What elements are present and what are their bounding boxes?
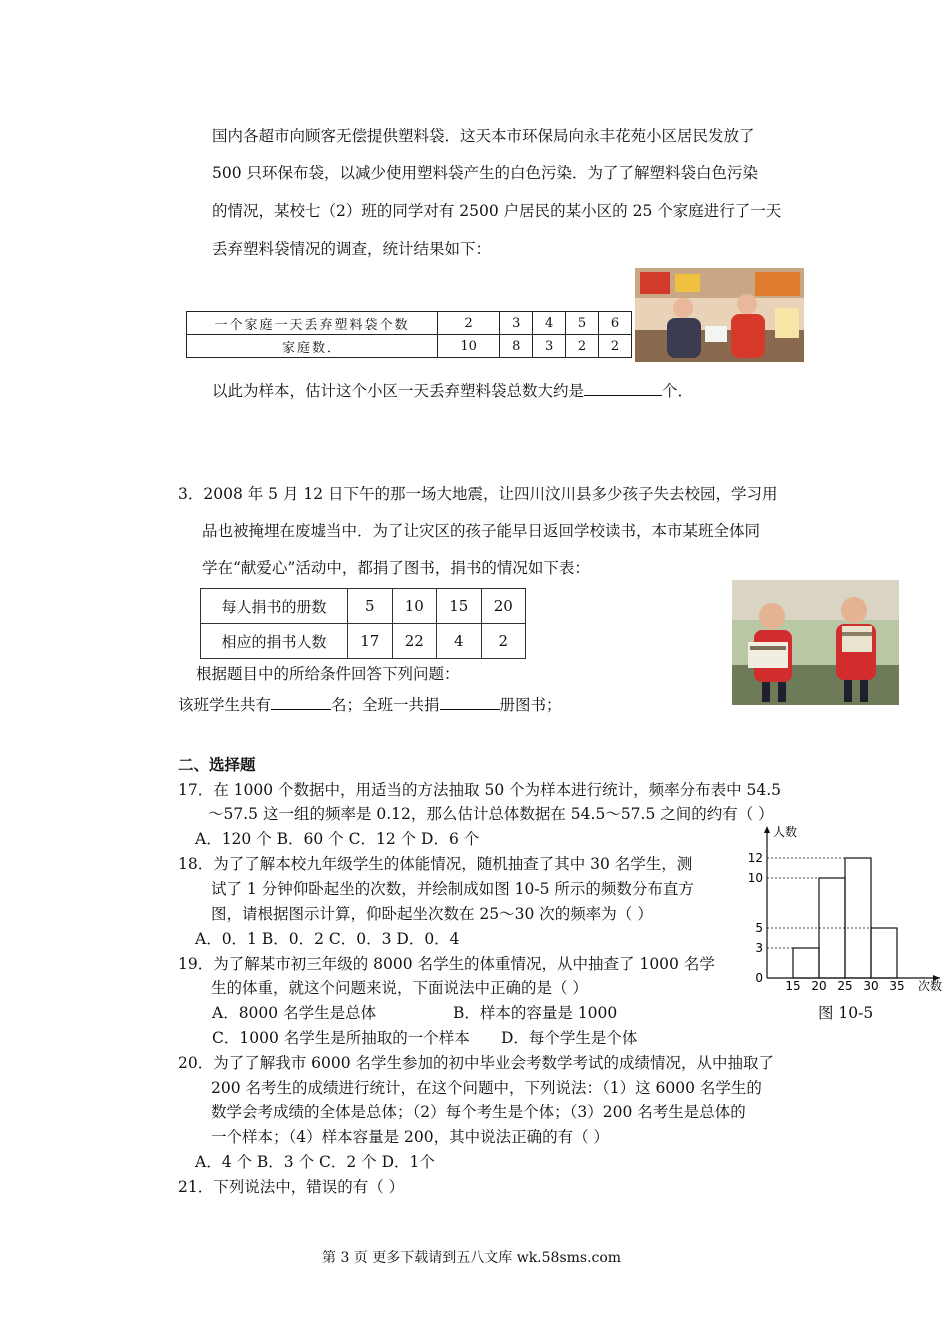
q3-line-2: 品也被掩埋在废墟当中．为了让灾区的孩子能早日返回学校读书，本市某班全体同 — [202, 522, 761, 540]
q2-question — [212, 381, 693, 401]
y-tick-label: 0 — [755, 971, 763, 985]
table-row — [187, 312, 632, 335]
page-footer: 第 3 页 更多下载请到五八文库 wk.58sms.com — [322, 1250, 622, 1266]
q18-options: A．0．1 B．0．2 C．0．3 D．0．4 — [195, 930, 460, 948]
q20-line-3: 数学会考成绩的全体是总体；（2）每个考生是个体；（3）200 名考生是总体的 — [211, 1103, 746, 1121]
book-donation-table — [200, 588, 526, 659]
y-tick-label: 12 — [747, 851, 763, 865]
table-row-label: 每人捐书的册数 — [201, 589, 348, 624]
y-axis-label: 人数 — [773, 825, 798, 839]
q2-question-unit: 个． — [662, 382, 694, 400]
students-photo — [732, 580, 899, 705]
q3-answer-line — [178, 695, 562, 715]
y-tick-label: 3 — [755, 941, 763, 955]
q2-line-3: 的情况，某校七（2）班的同学对有 2500 户居民的某小区的 25 个家庭进行了一天 — [212, 202, 782, 220]
q3-prompt: 根据题目中的所给条件回答下列问题： — [196, 665, 460, 683]
q19-option-d: D．每个学生是个体 — [501, 1029, 638, 1047]
table-cell: 5 — [348, 589, 393, 624]
figure-caption: 图 10-5 — [818, 1004, 874, 1022]
q18-line-2: 试了 1 分钟仰卧起坐的次数，并绘制成如图 10-5 所示的频数分布直方 — [211, 880, 694, 898]
histogram-chart — [742, 822, 947, 1002]
table-row-label: 家庭数． — [187, 335, 438, 358]
section-title: 二、选择题 — [178, 755, 256, 774]
x-tick-label: 30 — [863, 979, 879, 993]
table-cell: 6 — [599, 312, 632, 335]
x-tick-label: 25 — [837, 979, 853, 993]
table-cell: 2 — [566, 335, 599, 358]
table-row — [187, 335, 632, 358]
q3-line-3: 学在“献爱心”活动中，都捐了图书，捐书的情况如下表： — [202, 559, 590, 577]
q19-option-c: C．1000 名学生是所抽取的一个样本 — [212, 1029, 470, 1047]
q19-option-b: B．样本的容量是 1000 — [453, 1004, 618, 1022]
answer-blank[interactable] — [584, 381, 662, 396]
q2-question-text: 以此为样本，估计这个小区一天丢弃塑料袋总数大约是 — [212, 382, 585, 400]
q20-line-1: 20．为了了解我市 6000 名学生参加的初中毕业会考数学考试的成绩情况，从中抽取了 — [178, 1054, 775, 1072]
x-axis-label: 次数 — [918, 979, 943, 993]
q18-line-1: 18．为了了解本校九年级学生的体能情况，随机抽查了其中 30 名学生，测 — [178, 855, 693, 873]
plastic-bag-table — [186, 311, 632, 358]
q17-options: A．120 个 B．60 个 C．12 个 D．6 个 — [195, 830, 480, 848]
q3-answer-text-a: 该班学生共有 — [178, 696, 272, 714]
table-cell: 22 — [392, 624, 437, 659]
q21-line: 21．下列说法中，错误的有（ ） — [178, 1178, 405, 1196]
q20-line-4: 一个样本；（4）样本容量是 200，其中说法正确的有（ ） — [211, 1128, 610, 1146]
q19-option-a: A．8000 名学生是总体 — [212, 1004, 377, 1022]
q2-line-1: 国内各超市向顾客无偿提供塑料袋．这天本市环保局向永丰花苑小区居民发放了 — [212, 127, 755, 145]
answer-blank[interactable] — [271, 695, 331, 710]
histogram-bar — [845, 858, 871, 978]
table-cell: 10 — [392, 589, 437, 624]
table-cell: 10 — [438, 335, 500, 358]
q3-line-1: 3．2008 年 5 月 12 日下午的那一场大地震，让四川汶川县多少孩子失去校园，学习用 — [178, 485, 778, 503]
q19-line-1: 19．为了解某市初三年级的 8000 名学生的体重情况，从中抽查了 1000 名学 — [178, 955, 715, 973]
table-cell: 5 — [566, 312, 599, 335]
table-row — [201, 589, 526, 624]
q2-line-4: 丢弃塑料袋情况的调查，统计结果如下： — [212, 240, 492, 258]
table-cell: 3 — [500, 312, 533, 335]
y-tick-label: 5 — [755, 921, 763, 935]
x-tick-label: 15 — [785, 979, 801, 993]
histogram-figure — [742, 822, 947, 1002]
q17-line-2: ～57.5 这一组的频率是 0.12，那么估计总体数据在 54.5～57.5 之间的约有（ ） — [208, 805, 774, 823]
supermarket-photo — [635, 268, 804, 362]
q18-line-3: 图，请根据图示计算，仰卧起坐次数在 25～30 次的频率为（ ） — [211, 905, 653, 923]
table-cell: 3 — [533, 335, 566, 358]
answer-blank[interactable] — [440, 695, 500, 710]
q3-answer-text-c: 册图书； — [499, 696, 562, 714]
q17-line-1: 17．在 1000 个数据中，用适当的方法抽取 50 个为样本进行统计，频率分布表中 54.5 — [178, 781, 782, 799]
table-cell: 15 — [437, 589, 482, 624]
q19-line-2: 生的体重，就这个问题来说，下面说法中正确的是（ ） — [211, 979, 588, 997]
x-tick-label: 20 — [811, 979, 827, 993]
q2-line-2: 500 只环保布袋，以减少使用塑料袋产生的白色污染．为了了解塑料袋白色污染 — [212, 164, 759, 182]
histogram-bar — [871, 928, 897, 978]
q20-options: A．4 个 B．3 个 C．2 个 D．1个 — [195, 1153, 435, 1171]
table-row-label: 相应的捐书人数 — [201, 624, 348, 659]
table-row-label: 一个家庭一天丢弃塑料袋个数 — [187, 312, 438, 335]
table-cell: 2 — [481, 624, 526, 659]
table-cell: 4 — [437, 624, 482, 659]
table-cell: 4 — [533, 312, 566, 335]
histogram-bar — [793, 948, 819, 978]
x-tick-label: 35 — [889, 979, 905, 993]
y-axis-arrow — [764, 826, 770, 833]
q3-answer-text-b: 名；全班一共捐 — [331, 696, 440, 714]
table-cell: 17 — [348, 624, 393, 659]
table-cell: 2 — [599, 335, 632, 358]
table-cell: 2 — [438, 312, 500, 335]
table-cell: 20 — [481, 589, 526, 624]
q20-line-2: 200 名考生的成绩进行统计，在这个问题中，下列说法：（1）这 6000 名学生的 — [211, 1079, 762, 1097]
table-cell: 8 — [500, 335, 533, 358]
y-tick-label: 10 — [747, 871, 763, 885]
table-row — [201, 624, 526, 659]
